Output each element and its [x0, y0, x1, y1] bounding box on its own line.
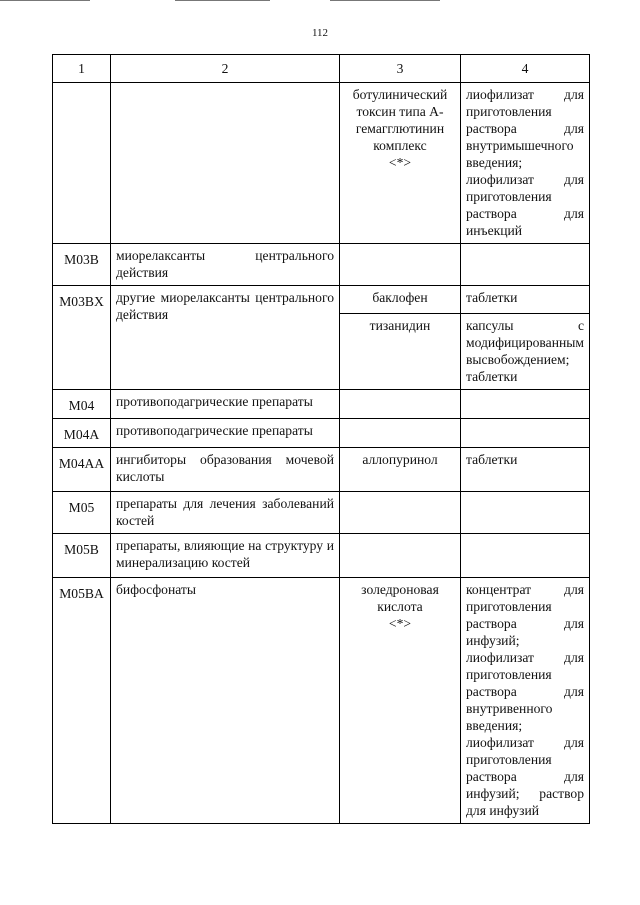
atc-code-cell: M04A [53, 419, 111, 448]
page-number: 112 [311, 27, 329, 39]
dosage-form-cell: капсулы с модифицированным высвобождением; таблетки [461, 314, 590, 390]
atc-code-cell: M03B [53, 244, 111, 286]
table-row [53, 492, 590, 534]
dosage-form-cell [461, 534, 590, 578]
drug-name-cell [340, 534, 461, 578]
drug-name-cell [340, 314, 461, 390]
anatomical-group-cell: другие миорелаксанты центрального действия [111, 286, 340, 390]
drug-name: ботулинический токсин типа А- гемагглютинин комплекс <*> [352, 87, 448, 170]
atc-code-cell: M05 [53, 492, 111, 534]
table-row [53, 448, 590, 492]
drug-name-cell [340, 244, 461, 286]
drug-name-cell [340, 419, 461, 448]
drug-name: аллопуринол [362, 452, 438, 467]
top-edge-line [175, 0, 270, 1]
atc-code-cell: M04 [53, 390, 111, 419]
drug-name: золедроновая кислота <*> [361, 582, 439, 631]
dosage-form-cell: таблетки [461, 286, 590, 314]
atc-code-cell: M05BA [53, 578, 111, 824]
drug-name-cell [340, 286, 461, 314]
anatomical-group-cell: препараты, влияющие на структуру и минерализацию костей [111, 534, 340, 578]
top-edge-line [330, 0, 440, 1]
drug-table [52, 54, 590, 824]
dosage-form-cell: лиофилизат для приготовления раствора для внутримышечного введения; лиофилизат для приготовления раствора для инъекций [461, 83, 590, 244]
table-row [53, 286, 590, 314]
header-cell: 1 [53, 55, 111, 83]
drug-name: тизанидин [369, 318, 431, 333]
header-row [53, 55, 590, 83]
dosage-form-cell: концентрат для приготовления раствора для инфузий; лиофилизат для приготовления раствора для внутривенного введения; лиофилизат для приготовления раствора для инфузий; раствор для инфузий [461, 578, 590, 824]
dosage-form-cell [461, 244, 590, 286]
anatomical-group-cell: препараты для лечения заболеваний костей [111, 492, 340, 534]
drug-name-cell [340, 83, 461, 244]
header-cell: 2 [111, 55, 340, 83]
drug-name-cell [340, 492, 461, 534]
atc-code-cell: M03BX [53, 286, 111, 390]
anatomical-group-cell: бифосфонаты [111, 578, 340, 824]
top-edge-line [0, 0, 90, 1]
atc-code-cell: M04AA [53, 448, 111, 492]
drug-name: баклофен [372, 290, 428, 305]
atc-code-cell: M05B [53, 534, 111, 578]
anatomical-group-cell [111, 83, 340, 244]
table-row [53, 244, 590, 286]
anatomical-group-cell: противоподагрические препараты [111, 419, 340, 448]
dosage-form-cell: таблетки [461, 448, 590, 492]
anatomical-group-cell: миорелаксанты центрального действия [111, 244, 340, 286]
drug-name-cell [340, 390, 461, 419]
drug-name-cell [340, 578, 461, 824]
dosage-form-cell [461, 492, 590, 534]
header-cell: 4 [461, 55, 590, 83]
dosage-form-cell [461, 419, 590, 448]
drug-name-cell [340, 448, 461, 492]
table-row [53, 578, 590, 824]
anatomical-group-cell: ингибиторы образования мочевой кислоты [111, 448, 340, 492]
dosage-form-cell [461, 390, 590, 419]
table-row [53, 419, 590, 448]
anatomical-group-cell: противоподагрические препараты [111, 390, 340, 419]
header-cell: 3 [340, 55, 461, 83]
atc-code-cell [53, 83, 111, 244]
table-row [53, 83, 590, 244]
table-row [53, 390, 590, 419]
table-row [53, 534, 590, 578]
